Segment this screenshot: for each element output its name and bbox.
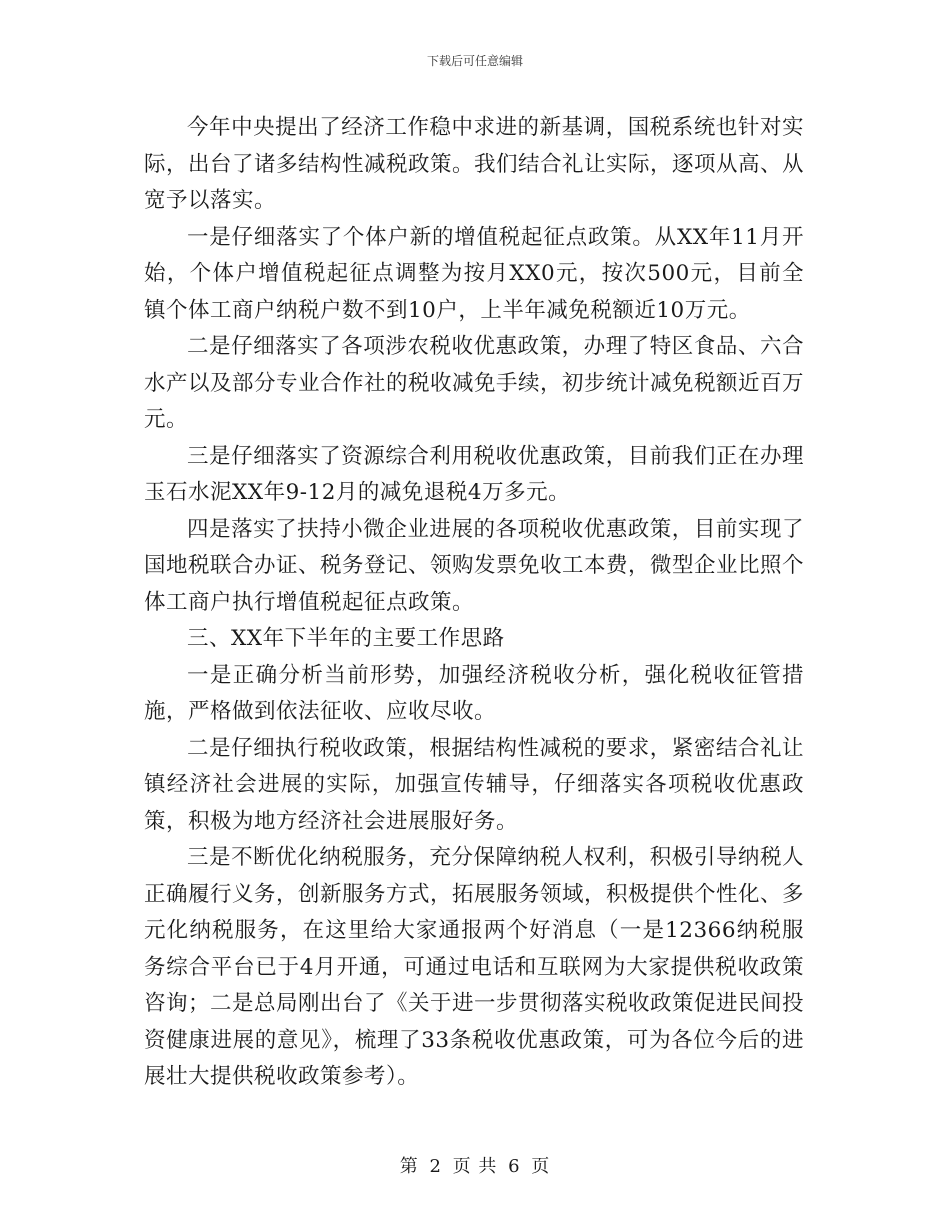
- paragraph-item-4: 四是落实了扶持小微企业进展的各项税收优惠政策，目前实现了国地税联合办证、税务登记、领购发票免收工本费，微型企业比照个体工商户执行增值税起征点政策。: [144, 516, 805, 615]
- page-footer: [0, 1152, 950, 1178]
- section-heading: 三、XX年下半年的主要工作思路: [187, 626, 505, 651]
- page-label-suffix: 页: [531, 1156, 551, 1177]
- paragraph-item-3: 三是仔细落实了资源综合利用税收优惠政策，目前我们正在办理玉石水泥XX年9-12月的减免退税4万多元。: [144, 443, 804, 505]
- paragraph-item-2: 二是仔细落实了各项涉农税收优惠政策，办理了特区食品、六合水产以及部分专业合作社的税收减免手续，初步统计减免税额近百万元。: [144, 334, 805, 432]
- paragraph-plan-3: 三是不断优化纳税服务，充分保障纳税人权利，积极引导纳税人正确履行义务，创新服务方式，拓展服务领域，积极提供个性化、多元化纳税服务，在这里给大家通报两个好消息（一是12366纳税服务综合平台已于4月开通，可通过电话和互联网为大家提供税收政策咨询；二是总局刚出台了《关于进一步贯彻落实税收政策促进民间投资健康进展的意见》，梳理了33条税收优惠政策，可为各位今后的进展壮大提供税收政策参考）。: [144, 845, 805, 1089]
- total-pages: 6: [508, 1156, 521, 1177]
- paragraph-item-1: 一是仔细落实了个体户新的增值税起征点政策。从XX年11月开始，个体户增值税起征点调整为按月XX0元，按次500元，目前全镇个体工商户纳税户数不到10户，上半年减免税额近10万元。: [144, 224, 804, 323]
- document-body: [144, 110, 804, 1096]
- page-header-note: 下载后可任意编辑: [426, 54, 523, 68]
- paragraph-plan-1: 一是正确分析当前形势，加强经济税收分析，强化税收征管措施，严格做到依法征收、应收尽收。: [144, 662, 804, 724]
- page-label-mid: 页 共: [452, 1156, 498, 1177]
- page-label-prefix: 第: [399, 1156, 419, 1177]
- page-number: 2: [429, 1156, 442, 1177]
- paragraph-plan-2: 二是仔细执行税收政策，根据结构性减税的要求，紧密结合礼让镇经济社会进展的实际，加强宣传辅导，仔细落实各项税收优惠政策，积极为地方经济社会进展服好务。: [144, 735, 804, 834]
- paragraph-intro: 今年中央提出了经济工作稳中求进的新基调，国税系统也针对实际，出台了诸多结构性减税政策。我们结合礼让实际，逐项从高、从宽予以落实。: [144, 115, 805, 213]
